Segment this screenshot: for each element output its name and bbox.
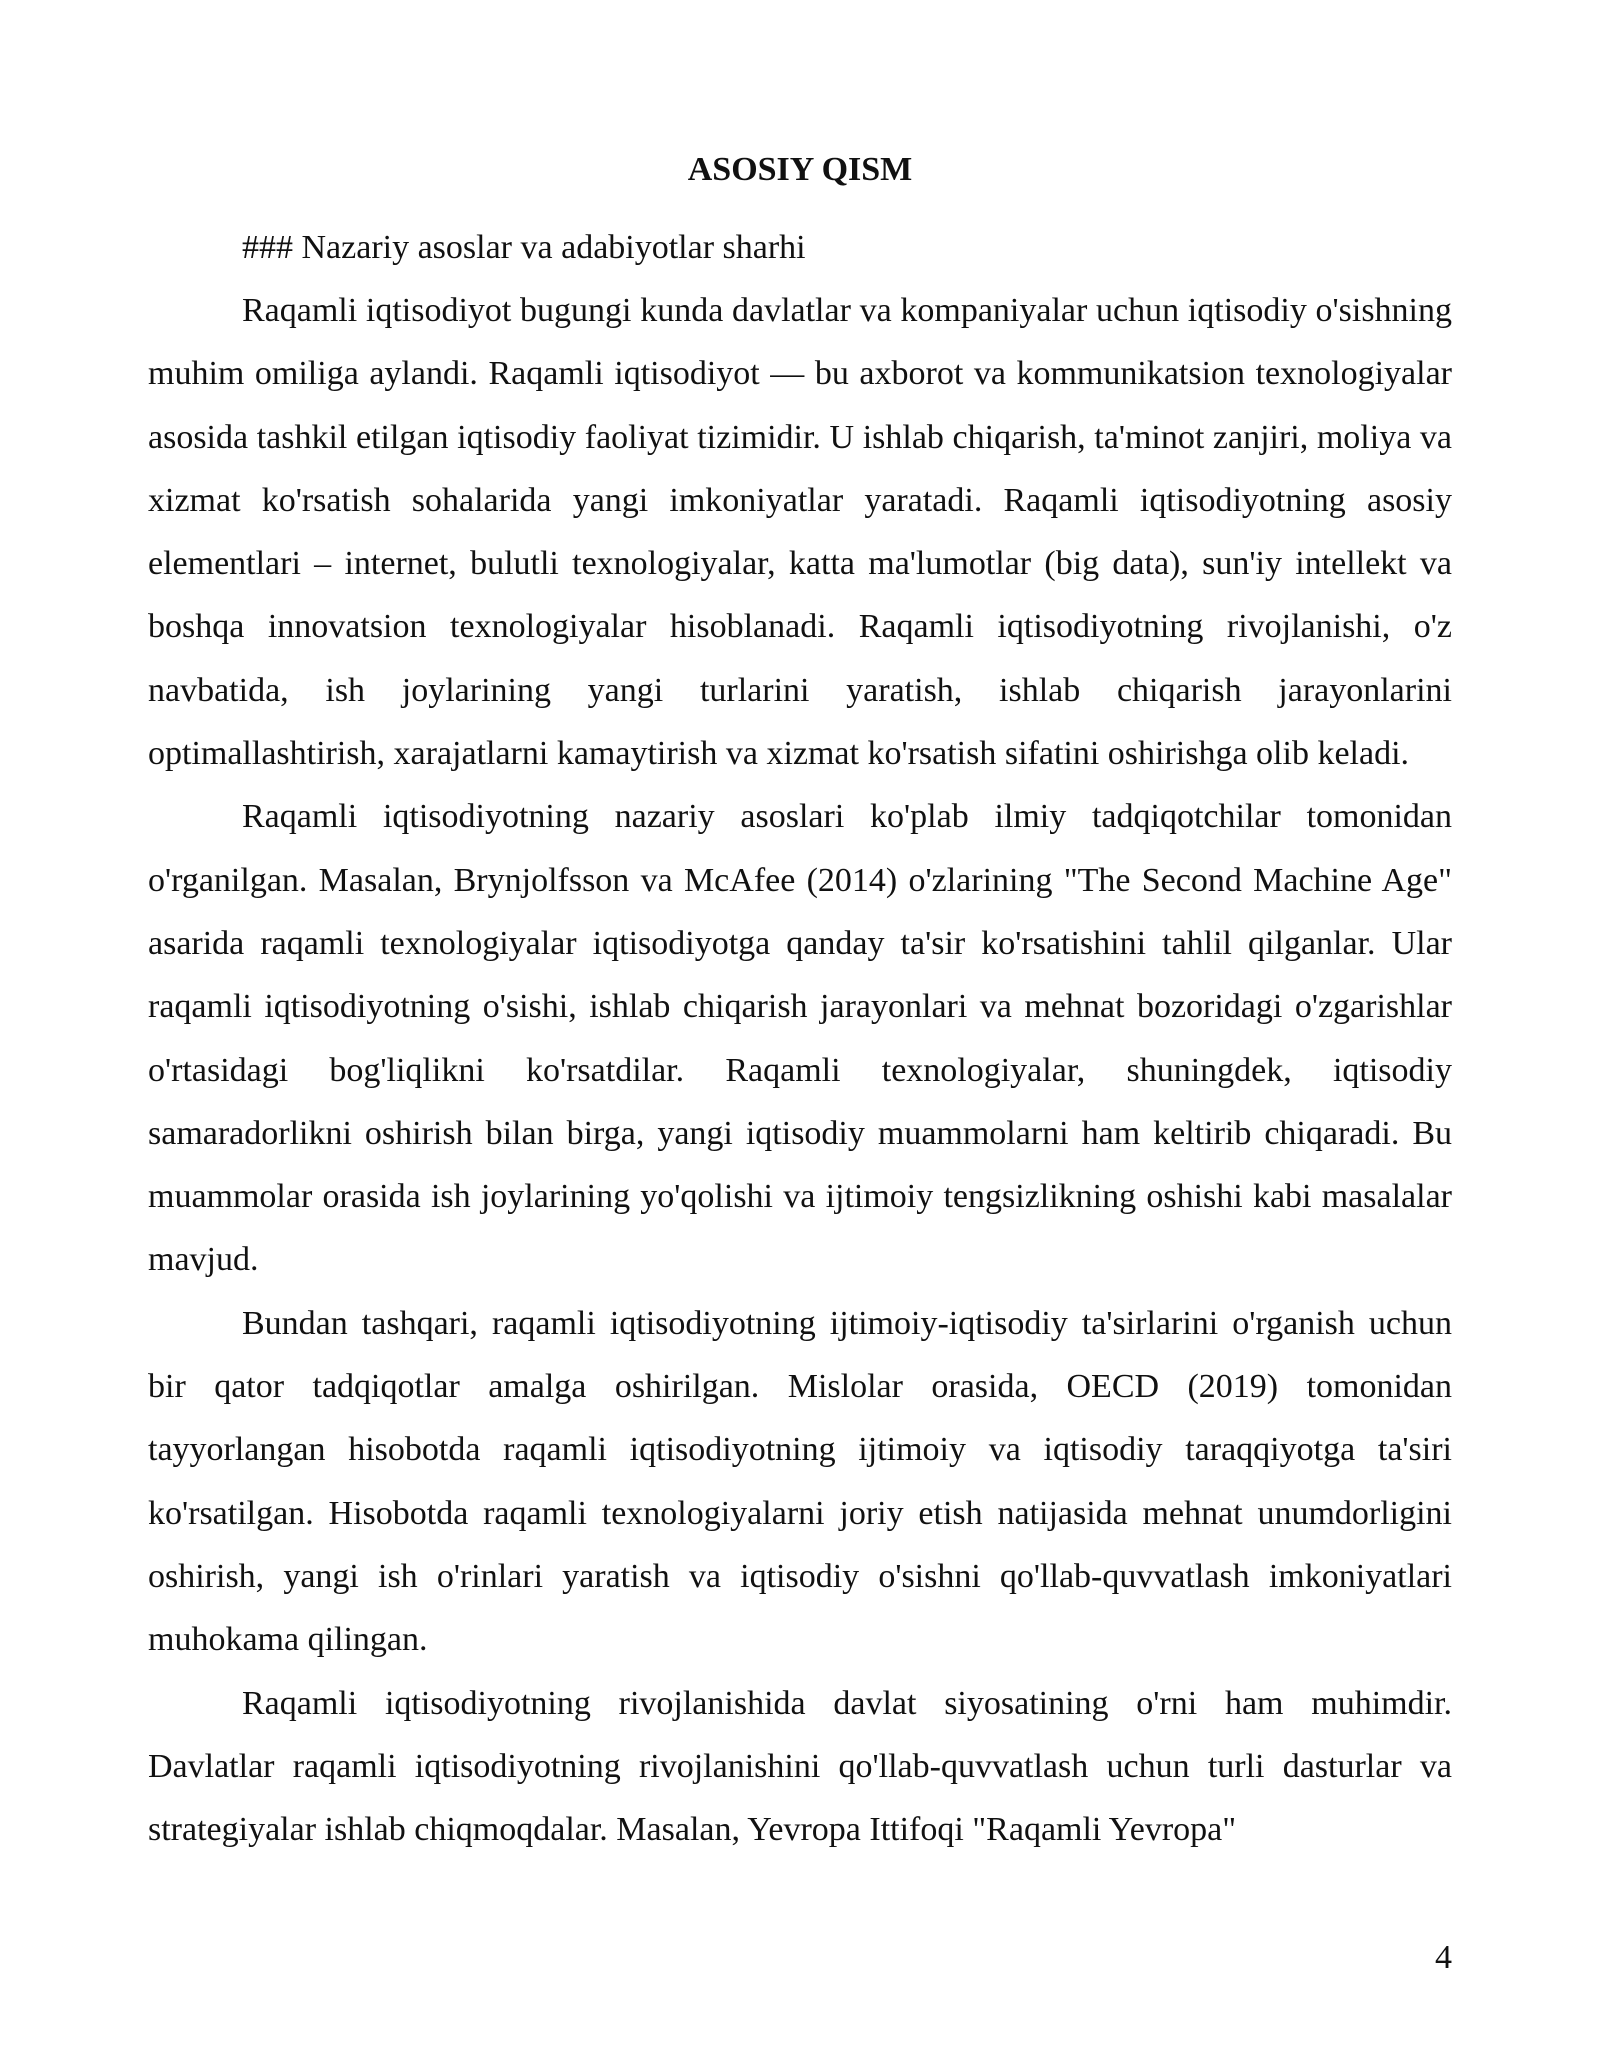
paragraph-3: Bundan tashqari, raqamli iqtisodiyotning ijtimoiy-iqtisodiy ta'sirlarini o'rganish uchun bir qator tadqiqotlar amalga oshirilgan. Mislolar orasida, OECD (2019) tomonidan tayyorlangan hisobotda raqamli iqtisodiyotning ijtimoiy va iqtisodiy taraqqiyotga ta'siri ko'rsatilgan. Hisobotda raqamli texnologiyalarni joriy etish natijasida mehnat unumdorligini oshirish, yangi ish o'rinlari yaratish va iqtisodiy o'sishni qo'llab-quvvatlash imkoniyatlari muhokama qilingan.: [148, 1304, 1452, 1659]
page-content: [148, 144, 1452, 1861]
paragraph-4: Raqamli iqtisodiyotning rivojlanishida davlat siyosatining o'rni ham muhimdir. Davlatlar raqamli iqtisodiyotning rivojlanishini qo'llab-quvvatlash uchun turli dasturlar va strategiyalar ishlab chiqmoqdalar. Masalan, Yevropa Ittifoqi "Raqamli Yevropa": [148, 1684, 1452, 1849]
section-title: ASOSIY QISM: [687, 151, 913, 188]
paragraph-1: Raqamli iqtisodiyot bugungi kunda davlatlar va kompaniyalar uchun iqtisodiy o'sishning muhim omiliga aylandi. Raqamli iqtisodiyot — bu axborot va kommunikatsion texnologiyalar asosida tashkil etilgan iqtisodiy faoliyat tizimidir. U ishlab chiqarish, ta'minot zanjiri, moliya va xizmat ko'rsatish sohalarida yangi imkoniyatlar yaratadi. Raqamli iqtisodiyotning asosiy elementlari – internet, bulutli texnologiyalar, katta ma'lumotlar (big data), sun'iy intellekt va boshqa innovatsion texnologiyalar hisoblanadi. Raqamli iqtisodiyotning rivojlanishi, o'z navbatida, ish joylarining yangi turlarini yaratish, ishlab chiqarish jarayonlarini optimallashtirish, xarajatlarni kamaytirish va xizmat ko'rsatish sifatini oshirishga olib keladi.: [148, 292, 1452, 773]
page-number: 4: [1435, 1939, 1452, 1976]
section-subheading: ### Nazariy asoslar va adabiyotlar sharhi: [242, 229, 806, 266]
paragraph-2: Raqamli iqtisodiyotning nazariy asoslari ko'plab ilmiy tadqiqotchilar tomonidan o'rganilgan. Masalan, Brynjolfsson va McAfee (2014) o'zlarining "The Second Machine Age" asarida raqamli texnologiyalar iqtisodiyotga qanday ta'sir ko'rsatishini tahlil qilganlar. Ular raqamli iqtisodiyotning o'sishi, ishlab chiqarish jarayonlari va mehnat bozoridagi o'zgarishlar o'rtasidagi bog'liqlikni ko'rsatdilar. Raqamli texnologiyalar, shuningdek, iqtisodiy samaradorlikni oshirish bilan birga, yangi iqtisodiy muammolarni ham keltirib chiqaradi. Bu muammolar orasida ish joylarining yo'qolishi va ijtimoiy tengsizlikning oshishi kabi masalalar mavjud.: [148, 798, 1452, 1279]
